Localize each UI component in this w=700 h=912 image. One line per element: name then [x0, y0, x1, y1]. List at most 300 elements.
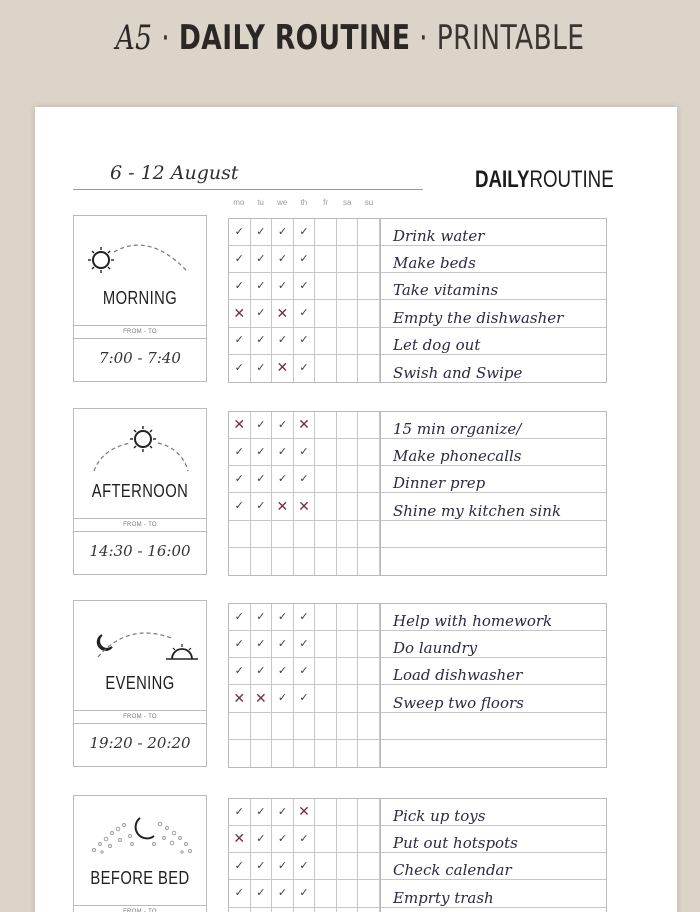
from-to-label: FROM - TO: [74, 325, 206, 339]
tracker-cell[interactable]: [294, 493, 316, 520]
tracker-cell[interactable]: [358, 355, 380, 382]
check-mark-icon: ✓: [277, 472, 288, 485]
tracker-cell[interactable]: [294, 880, 316, 907]
task-list: [380, 603, 607, 768]
cross-mark-icon: ✕: [254, 690, 267, 707]
tracker-cell[interactable]: [272, 853, 294, 880]
tracker-cell[interactable]: [358, 908, 380, 912]
tracker-cell[interactable]: [251, 631, 273, 658]
tracker-cell[interactable]: [294, 631, 316, 658]
check-mark-icon: ✓: [277, 805, 288, 818]
cross-mark-icon: ✕: [298, 804, 310, 821]
check-mark-icon: ✓: [299, 472, 309, 485]
tracker-cell[interactable]: [229, 273, 251, 300]
tracker-cell[interactable]: [229, 412, 251, 439]
tracker-cell[interactable]: [358, 799, 380, 826]
tracker-cell[interactable]: [251, 466, 273, 493]
tracker-cell[interactable]: [294, 799, 316, 826]
cross-mark-icon: ✕: [276, 305, 289, 322]
tracker-cell[interactable]: [272, 412, 294, 439]
tracker-cell[interactable]: [358, 273, 380, 300]
tracker-cell[interactable]: [294, 439, 316, 466]
check-mark-icon: ✓: [299, 887, 309, 900]
cross-mark-icon: ✕: [233, 690, 246, 707]
tracker-cell[interactable]: [229, 439, 251, 466]
check-mark-icon: ✓: [299, 225, 309, 238]
tracker-cell[interactable]: [272, 521, 294, 548]
tracker-cell[interactable]: [229, 246, 251, 273]
task-line[interactable]: [381, 713, 606, 740]
task-line[interactable]: Dinner prep: [381, 466, 606, 493]
tracker-cell[interactable]: [294, 548, 316, 575]
tracker-cell[interactable]: [315, 273, 337, 300]
tracker-cell[interactable]: [337, 826, 359, 853]
tracker-cell[interactable]: [229, 604, 251, 631]
check-mark-icon: ✓: [277, 252, 288, 265]
tracker-cell[interactable]: [337, 466, 359, 493]
section-before-bed: [0, 795, 700, 912]
tracker-cell[interactable]: [272, 328, 294, 355]
cross-mark-icon: ✕: [276, 360, 289, 377]
habit-tracker-grid: [228, 798, 380, 912]
tracker-cell[interactable]: [229, 521, 251, 548]
check-mark-icon: ✓: [277, 225, 288, 238]
task-line[interactable]: Empty the dishwasher: [381, 300, 606, 327]
tracker-cell[interactable]: [272, 685, 294, 712]
tracker-cell[interactable]: [294, 246, 316, 273]
tracker-cell[interactable]: [358, 521, 380, 548]
check-mark-icon: ✓: [299, 252, 309, 265]
from-to-label: FROM - TO: [74, 710, 206, 724]
banner-separator: ·: [419, 18, 428, 58]
check-mark-icon: ✓: [256, 361, 266, 374]
tracker-cell[interactable]: [272, 466, 294, 493]
check-mark-icon: ✓: [234, 859, 244, 872]
task-line[interactable]: Sweep two floors: [381, 685, 606, 712]
cross-mark-icon: ✕: [233, 305, 246, 322]
check-mark-icon: ✓: [277, 664, 288, 677]
check-mark-icon: ✓: [299, 334, 309, 347]
check-mark-icon: ✓: [256, 500, 266, 513]
tracker-cell[interactable]: [229, 799, 251, 826]
task-line[interactable]: Check calendar: [381, 853, 606, 880]
tracker-cell[interactable]: [251, 685, 273, 712]
tracker-cell[interactable]: [315, 685, 337, 712]
day-header: su: [364, 198, 374, 207]
tracker-cell[interactable]: [315, 880, 337, 907]
tracker-cell[interactable]: [315, 740, 337, 767]
tracker-cell[interactable]: [229, 853, 251, 880]
tracker-cell[interactable]: [272, 658, 294, 685]
task-list: [380, 798, 607, 912]
check-mark-icon: ✓: [234, 610, 244, 623]
check-mark-icon: ✓: [256, 859, 266, 872]
check-mark-icon: ✓: [277, 832, 288, 845]
task-line[interactable]: Emprty trash: [381, 880, 606, 907]
tracker-cell[interactable]: [315, 908, 337, 912]
section-name: EVENING: [105, 673, 175, 693]
habit-tracker-grid: [228, 603, 380, 768]
tracker-cell[interactable]: [358, 740, 380, 767]
tracker-cell[interactable]: [315, 328, 337, 355]
section-name: AFTERNOON: [91, 481, 189, 501]
day-header: fr: [323, 198, 329, 207]
check-mark-icon: ✓: [256, 610, 266, 623]
tracker-cell[interactable]: [358, 658, 380, 685]
tracker-cell[interactable]: [251, 908, 273, 912]
tracker-cell[interactable]: [251, 219, 273, 246]
tracker-cell[interactable]: [315, 631, 337, 658]
task-line[interactable]: [381, 521, 606, 548]
moon-sunset-icon: [74, 601, 206, 671]
check-mark-icon: ✓: [256, 252, 266, 265]
tracker-cell[interactable]: [358, 246, 380, 273]
tracker-cell[interactable]: [229, 493, 251, 520]
tracker-cell[interactable]: [251, 826, 273, 853]
check-mark-icon: ✓: [277, 859, 288, 872]
day-header: we: [277, 198, 288, 207]
tracker-cell[interactable]: [315, 713, 337, 740]
check-mark-icon: ✓: [256, 472, 266, 485]
tracker-cell[interactable]: [294, 466, 316, 493]
tracker-cell[interactable]: [272, 740, 294, 767]
check-mark-icon: ✓: [299, 361, 309, 374]
tracker-cell[interactable]: [358, 631, 380, 658]
tracker-cell[interactable]: [337, 658, 359, 685]
tracker-cell[interactable]: [251, 799, 273, 826]
tracker-cell[interactable]: [294, 826, 316, 853]
tracker-cell[interactable]: [315, 658, 337, 685]
check-mark-icon: ✓: [234, 225, 244, 238]
tracker-cell[interactable]: [294, 685, 316, 712]
banner-title: [77, 18, 623, 58]
section-name: MORNING: [102, 288, 178, 308]
tracker-cell[interactable]: [272, 826, 294, 853]
tracker-cell[interactable]: [272, 300, 294, 327]
tracker-cell[interactable]: [294, 658, 316, 685]
check-mark-icon: ✓: [256, 334, 266, 347]
check-mark-icon: ✓: [299, 637, 309, 650]
check-mark-icon: ✓: [277, 637, 288, 650]
task-list: [380, 411, 607, 576]
tracker-cell[interactable]: [229, 713, 251, 740]
tracker-cell[interactable]: [294, 604, 316, 631]
check-mark-icon: ✓: [277, 418, 288, 431]
tracker-cell[interactable]: [358, 713, 380, 740]
tracker-cell[interactable]: [294, 273, 316, 300]
tracker-cell[interactable]: [272, 548, 294, 575]
tracker-cell[interactable]: [337, 799, 359, 826]
tracker-cell[interactable]: [272, 799, 294, 826]
tracker-cell[interactable]: [337, 548, 359, 575]
tracker-cell[interactable]: [229, 826, 251, 853]
tracker-cell[interactable]: [294, 355, 316, 382]
moon-stars-icon: [74, 796, 206, 866]
banner-title-bold: DAILY ROUTINE: [178, 18, 411, 58]
tracker-cell[interactable]: [315, 412, 337, 439]
task-line[interactable]: Do laundry: [381, 631, 606, 658]
tracker-cell[interactable]: [315, 466, 337, 493]
tracker-cell[interactable]: [337, 355, 359, 382]
check-mark-icon: ✓: [234, 637, 244, 650]
day-header: mo: [233, 198, 245, 207]
page-title-bold: DAILY: [475, 166, 530, 193]
tracker-cell[interactable]: [358, 493, 380, 520]
tracker-cell[interactable]: [337, 853, 359, 880]
tracker-cell[interactable]: [251, 246, 273, 273]
check-mark-icon: ✓: [256, 637, 266, 650]
check-mark-icon: ✓: [256, 445, 266, 458]
tracker-cell[interactable]: [337, 300, 359, 327]
tracker-cell[interactable]: [358, 412, 380, 439]
tracker-cell[interactable]: [251, 521, 273, 548]
time-range-field[interactable]: 7:00 - 7:40: [99, 349, 181, 367]
tracker-cell[interactable]: [251, 439, 273, 466]
tracker-cell[interactable]: [294, 300, 316, 327]
task-line[interactable]: Take vitamins: [381, 273, 606, 300]
tracker-cell[interactable]: [251, 328, 273, 355]
task-line[interactable]: Pick up toys: [381, 799, 606, 826]
task-line[interactable]: Make beds: [381, 246, 606, 273]
tracker-cell[interactable]: [229, 740, 251, 767]
task-line[interactable]: Drink water: [381, 219, 606, 246]
tracker-cell[interactable]: [315, 548, 337, 575]
tracker-cell[interactable]: [229, 908, 251, 912]
check-mark-icon: ✓: [299, 692, 309, 705]
tracker-cell[interactable]: [294, 521, 316, 548]
tracker-cell[interactable]: [251, 273, 273, 300]
tracker-cell[interactable]: [294, 908, 316, 912]
tracker-cell[interactable]: [229, 631, 251, 658]
page-title: [475, 166, 614, 194]
tracker-cell[interactable]: [229, 328, 251, 355]
tracker-cell[interactable]: [358, 826, 380, 853]
tracker-cell[interactable]: [251, 493, 273, 520]
tracker-cell[interactable]: [358, 685, 380, 712]
tracker-cell[interactable]: [229, 658, 251, 685]
tracker-cell[interactable]: [272, 439, 294, 466]
tracker-cell[interactable]: [294, 328, 316, 355]
check-mark-icon: ✓: [234, 334, 244, 347]
task-line[interactable]: Make phonecalls: [381, 439, 606, 466]
tracker-cell[interactable]: [315, 246, 337, 273]
check-mark-icon: ✓: [256, 225, 266, 238]
tracker-cell[interactable]: [251, 355, 273, 382]
check-mark-icon: ✓: [299, 279, 309, 292]
tracker-cell[interactable]: [272, 493, 294, 520]
habit-tracker-grid: [228, 411, 380, 576]
tracker-cell[interactable]: [358, 604, 380, 631]
time-range-field[interactable]: 19:20 - 20:20: [89, 734, 191, 752]
tracker-cell[interactable]: [251, 853, 273, 880]
tracker-cell[interactable]: [315, 355, 337, 382]
task-line[interactable]: Put out hotspots: [381, 826, 606, 853]
task-line[interactable]: Load dishwasher: [381, 658, 606, 685]
from-to-label: FROM - TO: [74, 518, 206, 532]
tracker-cell[interactable]: [315, 439, 337, 466]
tracker-cell[interactable]: [337, 740, 359, 767]
tracker-cell[interactable]: [251, 412, 273, 439]
tracker-cell[interactable]: [315, 219, 337, 246]
tracker-cell[interactable]: [315, 521, 337, 548]
task-line[interactable]: Swish and Swipe: [393, 363, 523, 382]
check-mark-icon: ✓: [234, 887, 244, 900]
check-mark-icon: ✓: [234, 252, 244, 265]
check-mark-icon: ✓: [234, 805, 244, 818]
banner-separator: ·: [161, 18, 171, 58]
tracker-cell[interactable]: [294, 713, 316, 740]
tracker-cell[interactable]: [251, 604, 273, 631]
check-mark-icon: ✓: [277, 610, 288, 623]
sun-rising-icon: [74, 216, 206, 286]
tracker-cell[interactable]: [337, 412, 359, 439]
task-line[interactable]: [381, 908, 606, 912]
tracker-cell[interactable]: [272, 631, 294, 658]
tracker-cell[interactable]: [337, 246, 359, 273]
tracker-cell[interactable]: [337, 439, 359, 466]
check-mark-icon: ✓: [234, 664, 244, 677]
day-header: th: [300, 198, 308, 207]
tracker-cell[interactable]: [337, 219, 359, 246]
section-evening: [0, 600, 700, 790]
tracker-cell[interactable]: [337, 328, 359, 355]
section-name: BEFORE BED: [90, 868, 190, 888]
check-mark-icon: ✓: [256, 805, 266, 818]
check-mark-icon: ✓: [277, 334, 288, 347]
tracker-cell[interactable]: [251, 658, 273, 685]
cross-mark-icon: ✕: [298, 498, 310, 515]
tracker-cell[interactable]: [229, 466, 251, 493]
check-mark-icon: ✓: [256, 664, 266, 677]
check-mark-icon: ✓: [299, 610, 309, 623]
tracker-cell[interactable]: [251, 300, 273, 327]
check-mark-icon: ✓: [234, 445, 244, 458]
task-line[interactable]: [381, 740, 606, 767]
section-morning: [0, 215, 700, 405]
tracker-cell[interactable]: [315, 826, 337, 853]
check-mark-icon: ✓: [277, 279, 288, 292]
tracker-cell[interactable]: [337, 880, 359, 907]
cross-mark-icon: ✕: [233, 417, 246, 434]
tracker-cell[interactable]: [251, 713, 273, 740]
section-label-box: [73, 600, 207, 767]
habit-tracker-grid: [228, 218, 380, 383]
cross-mark-icon: ✕: [298, 417, 310, 434]
tracker-cell[interactable]: [337, 713, 359, 740]
tracker-cell[interactable]: [272, 219, 294, 246]
cross-mark-icon: ✕: [233, 831, 246, 848]
section-label-box: [73, 408, 207, 575]
check-mark-icon: ✓: [299, 307, 309, 320]
check-mark-icon: ✓: [299, 859, 309, 872]
tracker-cell[interactable]: [294, 219, 316, 246]
task-list: [380, 218, 607, 383]
tracker-cell[interactable]: [229, 685, 251, 712]
banner-size: A5: [115, 18, 153, 58]
tracker-cell[interactable]: [229, 548, 251, 575]
tracker-cell[interactable]: [358, 300, 380, 327]
tracker-cell[interactable]: [229, 219, 251, 246]
week-range: 6 - 12 August: [110, 162, 239, 184]
tracker-cell[interactable]: [337, 493, 359, 520]
task-line[interactable]: [381, 548, 606, 575]
tracker-cell[interactable]: [272, 246, 294, 273]
check-mark-icon: ✓: [299, 445, 309, 458]
tracker-cell[interactable]: [358, 328, 380, 355]
tracker-cell[interactable]: [315, 853, 337, 880]
tracker-cell[interactable]: [251, 740, 273, 767]
task-line[interactable]: Let dog out: [381, 328, 606, 355]
check-mark-icon: ✓: [277, 692, 288, 705]
tracker-cell[interactable]: [272, 713, 294, 740]
tracker-cell[interactable]: [229, 300, 251, 327]
section-label-box: [73, 795, 207, 912]
day-header: tu: [257, 198, 264, 207]
tracker-cell[interactable]: [315, 300, 337, 327]
day-header: sa: [343, 198, 352, 207]
task-line[interactable]: 15 min organize/: [381, 412, 606, 439]
tracker-cell[interactable]: [272, 908, 294, 912]
tracker-cell[interactable]: [358, 439, 380, 466]
day-headers: [228, 198, 380, 210]
check-mark-icon: ✓: [256, 279, 266, 292]
tracker-cell[interactable]: [358, 880, 380, 907]
tracker-cell[interactable]: [315, 604, 337, 631]
tracker-cell[interactable]: [315, 799, 337, 826]
from-to-label: FROM - TO: [74, 905, 206, 912]
check-mark-icon: ✓: [256, 887, 266, 900]
week-range-underline: [73, 189, 423, 190]
tracker-cell[interactable]: [251, 548, 273, 575]
tracker-cell[interactable]: [272, 273, 294, 300]
check-mark-icon: ✓: [299, 664, 309, 677]
tracker-cell[interactable]: [315, 493, 337, 520]
task-line[interactable]: Help with homework: [381, 604, 606, 631]
tracker-cell[interactable]: [337, 908, 359, 912]
time-range-field[interactable]: 14:30 - 16:00: [89, 542, 191, 560]
check-mark-icon: ✓: [256, 307, 266, 320]
tracker-cell[interactable]: [251, 880, 273, 907]
check-mark-icon: ✓: [234, 279, 244, 292]
tracker-cell[interactable]: [337, 631, 359, 658]
task-line[interactable]: Shine my kitchen sink: [381, 493, 606, 520]
page-title-light: ROUTINE: [529, 166, 614, 193]
check-mark-icon: ✓: [234, 361, 244, 374]
tracker-cell[interactable]: [272, 355, 294, 382]
cross-mark-icon: ✕: [276, 498, 289, 515]
tracker-cell[interactable]: [229, 880, 251, 907]
tracker-cell[interactable]: [337, 685, 359, 712]
tracker-cell[interactable]: [358, 219, 380, 246]
check-mark-icon: ✓: [299, 832, 309, 845]
tracker-cell[interactable]: [337, 273, 359, 300]
tracker-cell[interactable]: [294, 853, 316, 880]
tracker-cell[interactable]: [294, 740, 316, 767]
tracker-cell[interactable]: [358, 548, 380, 575]
tracker-cell[interactable]: [337, 521, 359, 548]
tracker-cell[interactable]: [294, 412, 316, 439]
check-mark-icon: ✓: [277, 445, 288, 458]
tracker-cell[interactable]: [272, 880, 294, 907]
sun-midday-icon: [74, 409, 206, 479]
tracker-cell[interactable]: [272, 604, 294, 631]
section-afternoon: [0, 408, 700, 598]
check-mark-icon: ✓: [234, 472, 244, 485]
tracker-cell[interactable]: [229, 355, 251, 382]
tracker-cell[interactable]: [337, 604, 359, 631]
tracker-cell[interactable]: [358, 466, 380, 493]
tracker-cell[interactable]: [358, 853, 380, 880]
